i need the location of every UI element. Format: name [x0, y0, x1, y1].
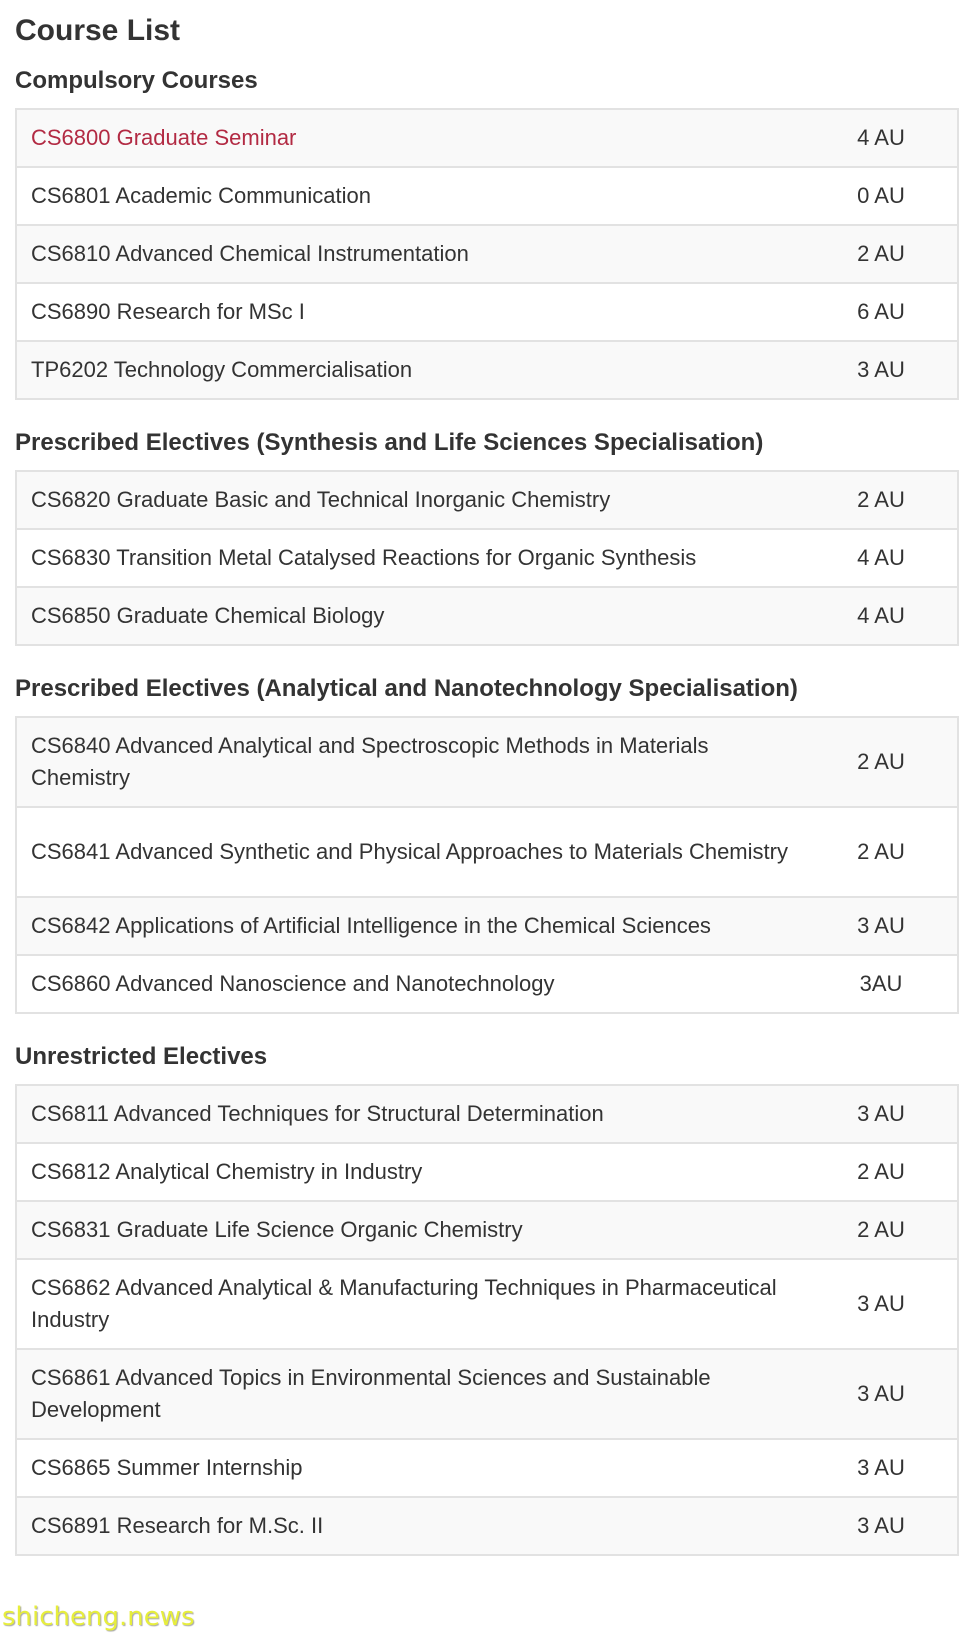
course-name: CS6830 Transition Metal Catalysed Reactions for Organic Synthesis — [31, 545, 697, 570]
course-credit: 2 AU — [857, 1217, 905, 1242]
course-name: CS6842 Applications of Artificial Intelligence in the Chemical Sciences — [31, 913, 711, 938]
course-name-link[interactable]: CS6800 Graduate Seminar — [31, 125, 297, 150]
course-name: CS6841 Advanced Synthetic and Physical Approaches to Materials Chemistry — [31, 839, 788, 864]
table-row — [16, 283, 958, 341]
table-row — [16, 807, 958, 897]
course-name: CS6860 Advanced Nanoscience and Nanotechnology — [31, 971, 555, 996]
course-name: CS6812 Analytical Chemistry in Industry — [31, 1159, 423, 1184]
section-title: Prescribed Electives (Analytical and Nanotechnology Specialisation) — [15, 675, 798, 702]
course-credit: 3AU — [859, 971, 903, 996]
table-row — [16, 1143, 958, 1201]
course-name: CS6862 Advanced Analytical & Manufacturing Techniques in Pharmaceutical Industry — [31, 1275, 777, 1332]
section-analytical-electives — [15, 674, 959, 1014]
table-row — [16, 1085, 958, 1143]
course-credit: 3 AU — [857, 1513, 905, 1538]
course-credit: 4 AU — [857, 545, 905, 570]
section-unrestricted-electives — [15, 1042, 959, 1556]
table-row — [16, 341, 958, 399]
course-name: CS6840 Advanced Analytical and Spectroscopic Methods in Materials Chemistry — [31, 733, 709, 790]
table-row — [16, 1259, 958, 1349]
course-credit: 2 AU — [857, 749, 905, 774]
course-credit: 0 AU — [857, 183, 905, 208]
section-synthesis-electives — [15, 428, 959, 646]
table-row — [16, 471, 958, 529]
course-table — [15, 1084, 959, 1556]
course-name: CS6865 Summer Internship — [31, 1455, 303, 1480]
course-name: CS6861 Advanced Topics in Environmental Sciences and Sustainable Development — [31, 1365, 711, 1422]
section-title: Compulsory Courses — [15, 67, 258, 94]
table-row — [16, 1349, 958, 1439]
section-compulsory-courses — [15, 66, 959, 400]
table-row — [16, 587, 958, 645]
page-title: Course List — [15, 14, 181, 47]
table-row — [16, 529, 958, 587]
course-table — [15, 716, 959, 1014]
table-row — [16, 109, 958, 167]
course-credit: 6 AU — [857, 299, 905, 324]
table-row — [16, 955, 958, 1013]
course-table — [15, 470, 959, 646]
course-credit: 4 AU — [857, 125, 905, 150]
course-credit: 3 AU — [857, 357, 905, 382]
table-row — [16, 225, 958, 283]
course-credit: 4 AU — [857, 603, 905, 628]
section-title: Unrestricted Electives — [15, 1043, 268, 1070]
course-credit: 2 AU — [857, 1159, 905, 1184]
course-credit: 2 AU — [857, 241, 905, 266]
course-credit: 3 AU — [857, 1381, 905, 1406]
course-credit: 3 AU — [857, 913, 905, 938]
course-name: CS6891 Research for M.Sc. II — [31, 1513, 324, 1538]
course-credit: 3 AU — [857, 1291, 905, 1316]
course-name: CS6820 Graduate Basic and Technical Inorganic Chemistry — [31, 487, 611, 512]
table-row — [16, 1439, 958, 1497]
course-credit: 3 AU — [857, 1455, 905, 1480]
course-credit: 2 AU — [857, 839, 905, 864]
course-name: TP6202 Technology Commercialisation — [31, 357, 413, 382]
course-credit: 2 AU — [857, 487, 905, 512]
course-name: CS6811 Advanced Techniques for Structural Determination — [31, 1101, 604, 1126]
section-title: Prescribed Electives (Synthesis and Life Sciences Specialisation) — [15, 429, 764, 456]
course-name: CS6850 Graduate Chemical Biology — [31, 603, 385, 628]
table-row — [16, 1201, 958, 1259]
course-name: CS6890 Research for MSc I — [31, 299, 305, 324]
table-row — [16, 897, 958, 955]
table-row — [16, 1497, 958, 1555]
table-row — [16, 167, 958, 225]
course-table — [15, 108, 959, 400]
course-name: CS6831 Graduate Life Science Organic Chemistry — [31, 1217, 523, 1242]
table-row — [16, 717, 958, 807]
course-credit: 3 AU — [857, 1101, 905, 1126]
watermark: shicheng.news — [2, 1602, 195, 1632]
course-name: CS6801 Academic Communication — [31, 183, 371, 208]
course-name: CS6810 Advanced Chemical Instrumentation — [31, 241, 469, 266]
course-list-page — [15, 0, 959, 1584]
